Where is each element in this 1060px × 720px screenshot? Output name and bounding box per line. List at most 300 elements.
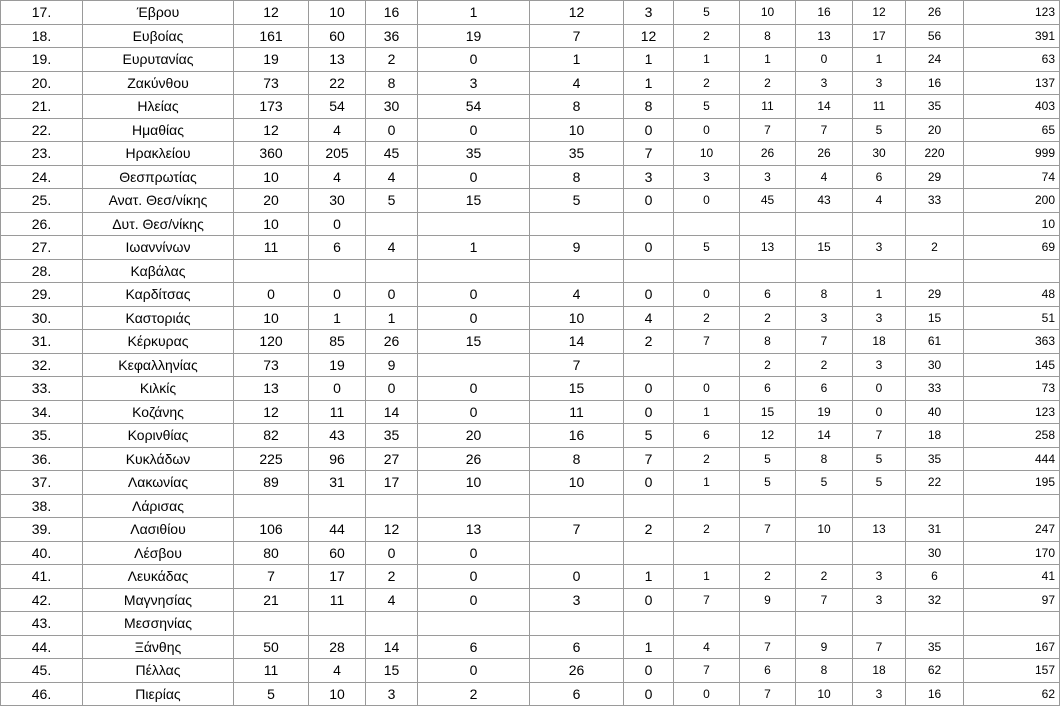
- table-cell: 7: [796, 330, 853, 354]
- row-total-cell: 123: [964, 400, 1060, 424]
- table-cell: 26: [796, 142, 853, 166]
- table-cell: 10: [796, 518, 853, 542]
- table-cell: 4: [530, 283, 624, 307]
- table-cell: 17: [366, 471, 418, 495]
- table-cell: 61: [906, 330, 964, 354]
- prefecture-name-cell: Καστοριάς: [83, 306, 234, 330]
- table-cell: 9: [796, 635, 853, 659]
- prefecture-name-cell: Ξάνθης: [83, 635, 234, 659]
- row-number-cell: 40.: [1, 541, 83, 565]
- table-cell: 3: [853, 306, 906, 330]
- table-cell: 24: [906, 48, 964, 72]
- table-row: [1, 259, 1060, 283]
- table-cell: 96: [309, 447, 366, 471]
- table-cell: 36: [366, 24, 418, 48]
- table-cell: 7: [530, 518, 624, 542]
- table-cell: [740, 212, 796, 236]
- row-total-cell: [964, 612, 1060, 636]
- table-cell: 3: [796, 306, 853, 330]
- table-cell: 0: [309, 283, 366, 307]
- prefecture-name-cell: Καρδίτσας: [83, 283, 234, 307]
- table-cell: 0: [418, 165, 530, 189]
- table-cell: 15: [906, 306, 964, 330]
- table-cell: [906, 612, 964, 636]
- table-cell: 2: [740, 306, 796, 330]
- table-cell: 11: [853, 95, 906, 119]
- table-cell: 32: [906, 588, 964, 612]
- row-total-cell: 247: [964, 518, 1060, 542]
- table-row: [1, 306, 1060, 330]
- table-cell: 12: [234, 1, 309, 25]
- table-cell: 0: [309, 377, 366, 401]
- table-cell: 22: [906, 471, 964, 495]
- table-cell: 10: [309, 682, 366, 706]
- table-cell: 0: [624, 659, 674, 683]
- table-cell: [530, 612, 624, 636]
- table-cell: [624, 541, 674, 565]
- table-cell: 1: [740, 48, 796, 72]
- table-cell: 2: [796, 565, 853, 589]
- table-cell: 0: [674, 189, 740, 213]
- table-cell: 10: [309, 1, 366, 25]
- table-row: [1, 588, 1060, 612]
- table-cell: [530, 212, 624, 236]
- table-cell: 225: [234, 447, 309, 471]
- table-cell: 27: [366, 447, 418, 471]
- table-cell: 2: [740, 71, 796, 95]
- table-cell: 3: [853, 353, 906, 377]
- row-total-cell: 97: [964, 588, 1060, 612]
- table-cell: [796, 541, 853, 565]
- table-cell: 2: [674, 447, 740, 471]
- table-cell: 14: [366, 400, 418, 424]
- table-cell: 3: [674, 165, 740, 189]
- table-cell: [418, 259, 530, 283]
- table-row: [1, 447, 1060, 471]
- table-cell: 21: [234, 588, 309, 612]
- table-cell: 0: [530, 565, 624, 589]
- table-cell: [740, 612, 796, 636]
- table-cell: 1: [624, 48, 674, 72]
- table-cell: 54: [418, 95, 530, 119]
- row-total-cell: [964, 259, 1060, 283]
- table-cell: 19: [309, 353, 366, 377]
- table-cell: 5: [853, 471, 906, 495]
- table-cell: 10: [530, 471, 624, 495]
- table-cell: 2: [674, 71, 740, 95]
- table-cell: [674, 494, 740, 518]
- table-cell: [674, 612, 740, 636]
- table-cell: 10: [740, 1, 796, 25]
- table-cell: 2: [624, 518, 674, 542]
- table-cell: 14: [796, 95, 853, 119]
- table-row: [1, 189, 1060, 213]
- table-cell: 7: [853, 424, 906, 448]
- table-cell: 5: [796, 471, 853, 495]
- table-cell: 6: [740, 283, 796, 307]
- table-cell: 7: [530, 24, 624, 48]
- table-cell: [906, 259, 964, 283]
- table-cell: 16: [530, 424, 624, 448]
- row-number-cell: 29.: [1, 283, 83, 307]
- table-cell: 15: [530, 377, 624, 401]
- table-row: [1, 377, 1060, 401]
- table-cell: 16: [366, 1, 418, 25]
- table-cell: 0: [624, 377, 674, 401]
- prefecture-name-cell: Ζακύνθου: [83, 71, 234, 95]
- table-cell: 54: [309, 95, 366, 119]
- table-row: [1, 212, 1060, 236]
- table-cell: 1: [366, 306, 418, 330]
- table-cell: [309, 259, 366, 283]
- table-cell: [674, 541, 740, 565]
- table-cell: 30: [309, 189, 366, 213]
- table-row: [1, 635, 1060, 659]
- table-cell: 35: [530, 142, 624, 166]
- table-cell: 5: [740, 447, 796, 471]
- table-cell: [366, 494, 418, 518]
- table-cell: 6: [418, 635, 530, 659]
- row-total-cell: 62: [964, 682, 1060, 706]
- table-cell: 6: [906, 565, 964, 589]
- table-cell: 12: [366, 518, 418, 542]
- table-row: [1, 471, 1060, 495]
- table-cell: 205: [309, 142, 366, 166]
- table-cell: 0: [418, 565, 530, 589]
- table-cell: 4: [530, 71, 624, 95]
- table-cell: 0: [624, 118, 674, 142]
- table-cell: 2: [740, 353, 796, 377]
- table-cell: 0: [366, 283, 418, 307]
- table-cell: 3: [853, 236, 906, 260]
- row-number-cell: 22.: [1, 118, 83, 142]
- table-cell: [674, 353, 740, 377]
- table-cell: 26: [418, 447, 530, 471]
- table-cell: 161: [234, 24, 309, 48]
- table-row: [1, 71, 1060, 95]
- row-number-cell: 34.: [1, 400, 83, 424]
- table-cell: 5: [674, 1, 740, 25]
- row-total-cell: 157: [964, 659, 1060, 683]
- table-cell: 8: [366, 71, 418, 95]
- table-cell: 10: [674, 142, 740, 166]
- table-cell: 45: [740, 189, 796, 213]
- prefecture-name-cell: Καβάλας: [83, 259, 234, 283]
- table-row: [1, 24, 1060, 48]
- table-cell: 5: [853, 118, 906, 142]
- table-cell: 17: [853, 24, 906, 48]
- row-number-cell: 25.: [1, 189, 83, 213]
- table-cell: 6: [530, 635, 624, 659]
- prefecture-name-cell: Ηλείας: [83, 95, 234, 119]
- table-cell: 22: [309, 71, 366, 95]
- table-cell: 0: [418, 659, 530, 683]
- row-total-cell: [964, 494, 1060, 518]
- table-row: [1, 565, 1060, 589]
- table-cell: 12: [234, 400, 309, 424]
- row-number-cell: 37.: [1, 471, 83, 495]
- table-cell: [853, 612, 906, 636]
- table-cell: 12: [234, 118, 309, 142]
- table-cell: 44: [309, 518, 366, 542]
- table-cell: 3: [624, 165, 674, 189]
- table-cell: 43: [309, 424, 366, 448]
- table-cell: 30: [906, 353, 964, 377]
- table-cell: 4: [366, 236, 418, 260]
- row-total-cell: 200: [964, 189, 1060, 213]
- row-total-cell: 391: [964, 24, 1060, 48]
- table-cell: 3: [853, 682, 906, 706]
- table-cell: 5: [366, 189, 418, 213]
- table-cell: 45: [366, 142, 418, 166]
- prefecture-name-cell: Ανατ. Θεσ/νίκης: [83, 189, 234, 213]
- table-row: [1, 48, 1060, 72]
- row-number-cell: 44.: [1, 635, 83, 659]
- table-cell: 0: [674, 682, 740, 706]
- table-cell: 8: [624, 95, 674, 119]
- table-cell: 10: [530, 118, 624, 142]
- table-cell: 8: [530, 165, 624, 189]
- table-cell: [530, 541, 624, 565]
- table-cell: 18: [906, 424, 964, 448]
- table-cell: 14: [796, 424, 853, 448]
- table-row: [1, 236, 1060, 260]
- row-total-cell: 170: [964, 541, 1060, 565]
- prefecture-name-cell: Λακωνίας: [83, 471, 234, 495]
- row-total-cell: 123: [964, 1, 1060, 25]
- table-cell: [740, 541, 796, 565]
- table-row: [1, 1, 1060, 25]
- table-cell: 0: [309, 212, 366, 236]
- table-cell: 7: [674, 588, 740, 612]
- prefecture-name-cell: Μαγνησίας: [83, 588, 234, 612]
- row-number-cell: 28.: [1, 259, 83, 283]
- row-number-cell: 20.: [1, 71, 83, 95]
- table-cell: 29: [906, 165, 964, 189]
- table-cell: 14: [530, 330, 624, 354]
- row-total-cell: 999: [964, 142, 1060, 166]
- table-cell: 7: [796, 118, 853, 142]
- table-row: [1, 682, 1060, 706]
- row-number-cell: 23.: [1, 142, 83, 166]
- table-row: [1, 659, 1060, 683]
- prefecture-name-cell: Ευβοίας: [83, 24, 234, 48]
- row-total-cell: 145: [964, 353, 1060, 377]
- table-cell: 7: [624, 447, 674, 471]
- table-cell: [418, 494, 530, 518]
- table-cell: 3: [853, 588, 906, 612]
- row-total-cell: 167: [964, 635, 1060, 659]
- table-cell: 2: [674, 24, 740, 48]
- table-cell: 11: [530, 400, 624, 424]
- prefecture-name-cell: Κιλκίς: [83, 377, 234, 401]
- table-cell: 20: [418, 424, 530, 448]
- row-total-cell: 51: [964, 306, 1060, 330]
- row-number-cell: 36.: [1, 447, 83, 471]
- table-cell: 5: [234, 682, 309, 706]
- table-cell: 1: [674, 48, 740, 72]
- table-cell: 4: [796, 165, 853, 189]
- table-row: [1, 518, 1060, 542]
- table-cell: 13: [234, 377, 309, 401]
- table-cell: 19: [234, 48, 309, 72]
- table-cell: 7: [530, 353, 624, 377]
- row-total-cell: 10: [964, 212, 1060, 236]
- table-cell: 31: [309, 471, 366, 495]
- table-cell: 1: [674, 400, 740, 424]
- table-cell: 62: [906, 659, 964, 683]
- table-cell: 0: [624, 236, 674, 260]
- table-cell: 14: [366, 635, 418, 659]
- table-cell: 4: [674, 635, 740, 659]
- table-cell: 30: [366, 95, 418, 119]
- prefecture-name-cell: Ευρυτανίας: [83, 48, 234, 72]
- prefecture-name-cell: Δυτ. Θεσ/νίκης: [83, 212, 234, 236]
- table-row: [1, 283, 1060, 307]
- table-cell: 30: [906, 541, 964, 565]
- table-cell: 11: [309, 588, 366, 612]
- table-cell: 0: [418, 283, 530, 307]
- table-cell: [624, 259, 674, 283]
- table-cell: 173: [234, 95, 309, 119]
- row-number-cell: 18.: [1, 24, 83, 48]
- table-cell: [530, 259, 624, 283]
- table-cell: 0: [418, 400, 530, 424]
- table-cell: 8: [530, 95, 624, 119]
- table-cell: 6: [853, 165, 906, 189]
- table-row: [1, 400, 1060, 424]
- prefecture-name-cell: Ημαθίας: [83, 118, 234, 142]
- table-cell: 15: [796, 236, 853, 260]
- table-cell: 1: [530, 48, 624, 72]
- table-cell: 7: [740, 635, 796, 659]
- table-cell: 0: [418, 588, 530, 612]
- row-number-cell: 21.: [1, 95, 83, 119]
- table-cell: 360: [234, 142, 309, 166]
- table-cell: 5: [624, 424, 674, 448]
- table-cell: 11: [309, 400, 366, 424]
- table-row: [1, 494, 1060, 518]
- table-cell: 12: [530, 1, 624, 25]
- table-cell: 3: [624, 1, 674, 25]
- table-cell: 0: [234, 283, 309, 307]
- table-cell: [234, 259, 309, 283]
- table-cell: 2: [366, 565, 418, 589]
- prefecture-name-cell: Κεφαλληνίας: [83, 353, 234, 377]
- table-cell: 0: [674, 283, 740, 307]
- table-cell: 5: [674, 95, 740, 119]
- table-cell: 12: [853, 1, 906, 25]
- table-cell: 4: [366, 165, 418, 189]
- table-cell: 7: [853, 635, 906, 659]
- table-cell: [906, 212, 964, 236]
- table-cell: 1: [674, 471, 740, 495]
- table-cell: 3: [853, 565, 906, 589]
- table-cell: 3: [530, 588, 624, 612]
- table-cell: [796, 212, 853, 236]
- table-cell: 10: [418, 471, 530, 495]
- table-row: [1, 541, 1060, 565]
- table-cell: 16: [906, 71, 964, 95]
- table-cell: [674, 259, 740, 283]
- prefecture-name-cell: Λευκάδας: [83, 565, 234, 589]
- row-number-cell: 45.: [1, 659, 83, 683]
- table-cell: [624, 494, 674, 518]
- table-cell: 10: [796, 682, 853, 706]
- prefecture-name-cell: Ηρακλείου: [83, 142, 234, 166]
- row-total-cell: 65: [964, 118, 1060, 142]
- table-cell: 0: [366, 541, 418, 565]
- table-cell: 15: [366, 659, 418, 683]
- row-total-cell: 74: [964, 165, 1060, 189]
- table-cell: 0: [418, 377, 530, 401]
- table-cell: 3: [418, 71, 530, 95]
- table-cell: 13: [853, 518, 906, 542]
- prefecture-name-cell: Πέλλας: [83, 659, 234, 683]
- table-cell: 20: [234, 189, 309, 213]
- table-cell: 16: [796, 1, 853, 25]
- table-cell: 0: [366, 118, 418, 142]
- table-cell: 1: [853, 48, 906, 72]
- table-cell: 4: [309, 659, 366, 683]
- row-number-cell: 24.: [1, 165, 83, 189]
- table-cell: [796, 494, 853, 518]
- table-cell: 0: [796, 48, 853, 72]
- table-cell: 15: [418, 330, 530, 354]
- table-cell: 19: [796, 400, 853, 424]
- table-cell: 7: [740, 118, 796, 142]
- table-cell: 106: [234, 518, 309, 542]
- table-cell: [309, 494, 366, 518]
- row-number-cell: 32.: [1, 353, 83, 377]
- prefecture-name-cell: Λάρισας: [83, 494, 234, 518]
- prefecture-name-cell: Λέσβου: [83, 541, 234, 565]
- table-cell: 0: [624, 189, 674, 213]
- table-cell: 120: [234, 330, 309, 354]
- table-cell: 7: [740, 682, 796, 706]
- table-cell: 12: [740, 424, 796, 448]
- table-cell: 0: [418, 48, 530, 72]
- table-cell: 7: [234, 565, 309, 589]
- table-cell: 0: [624, 400, 674, 424]
- table-cell: [234, 612, 309, 636]
- table-cell: 6: [740, 659, 796, 683]
- table-cell: 1: [418, 236, 530, 260]
- table-cell: 2: [740, 565, 796, 589]
- table-cell: 0: [853, 377, 906, 401]
- table-cell: [796, 259, 853, 283]
- table-cell: 26: [906, 1, 964, 25]
- table-cell: [740, 259, 796, 283]
- table-cell: 8: [796, 283, 853, 307]
- row-total-cell: 137: [964, 71, 1060, 95]
- table-cell: 19: [418, 24, 530, 48]
- row-number-cell: 39.: [1, 518, 83, 542]
- table-cell: 8: [796, 659, 853, 683]
- table-cell: [418, 212, 530, 236]
- table-cell: 28: [309, 635, 366, 659]
- table-cell: 1: [624, 565, 674, 589]
- table-cell: 43: [796, 189, 853, 213]
- row-total-cell: 63: [964, 48, 1060, 72]
- row-number-cell: 31.: [1, 330, 83, 354]
- table-cell: 0: [418, 306, 530, 330]
- row-total-cell: 444: [964, 447, 1060, 471]
- table-cell: 4: [309, 165, 366, 189]
- table-cell: 16: [906, 682, 964, 706]
- row-number-cell: 43.: [1, 612, 83, 636]
- row-total-cell: 403: [964, 95, 1060, 119]
